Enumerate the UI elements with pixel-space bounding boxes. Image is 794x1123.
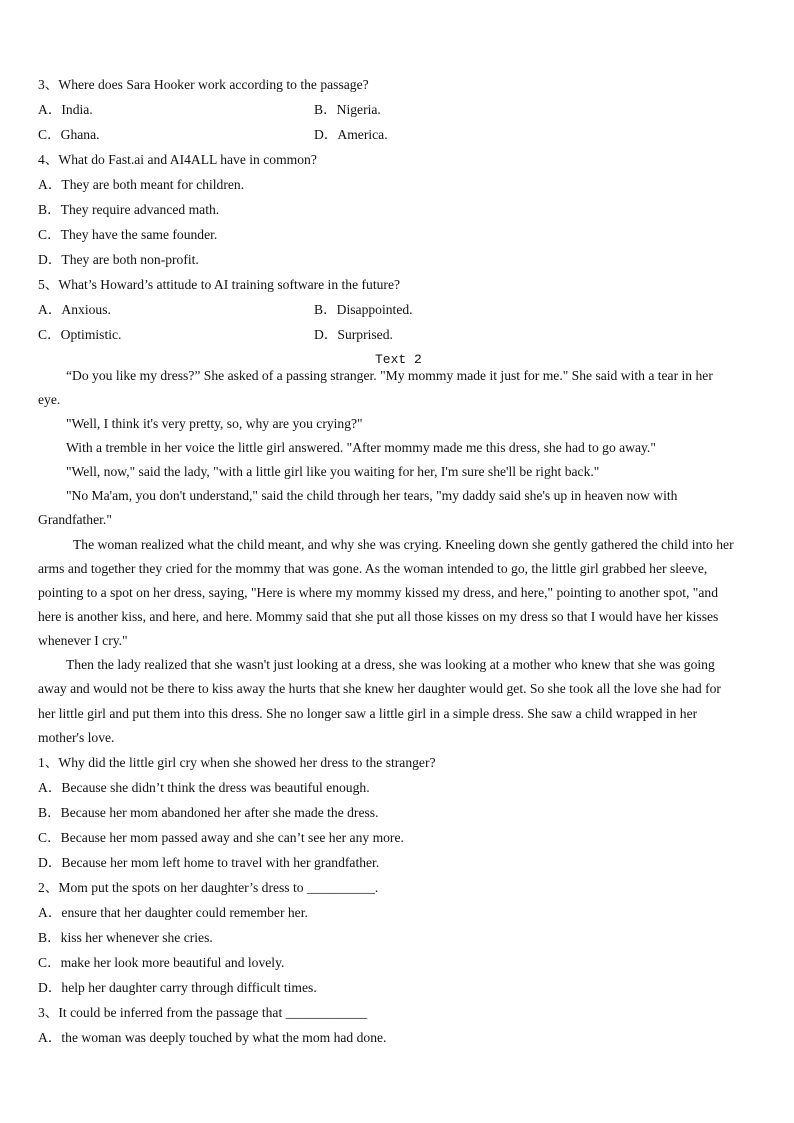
passage-line: “Do you like my dress?” She asked of a passing stranger. "My mommy made it just for me." She said with a tear in her (66, 368, 713, 383)
passage-line: away and would not be there to kiss away the hurts that she knew her daughter would get. So she took all the love she had for (38, 681, 721, 696)
answer-option: A．the woman was deeply touched by what the mom had done. (38, 1030, 387, 1045)
passage-line: "Well, now," said the lady, "with a little girl like you waiting for her, I'm sure she'll be right back." (66, 464, 600, 479)
answer-option: D．help her daughter carry through difficult times. (38, 980, 317, 995)
passage-line: whenever I cry." (38, 633, 128, 648)
answer-option: D．America. (314, 127, 388, 142)
passage-line: mother's love. (38, 730, 115, 745)
passage-line: Then the lady realized that she wasn't just looking at a dress, she was looking at a mother who knew that she was going (66, 657, 715, 672)
question-stem: 2、Mom put the spots on her daughter’s dress to __________. (38, 880, 379, 895)
answer-option: D．They are both non-profit. (38, 252, 199, 267)
question-stem: 3、It could be inferred from the passage that ____________ (38, 1005, 368, 1020)
question-stem: 1、Why did the little girl cry when she showed her dress to the stranger? (38, 755, 436, 770)
passage-line: Grandfather." (38, 512, 112, 527)
passage-line: "Well, I think it's very pretty, so, why are you crying?" (66, 416, 363, 431)
passage-line: eye. (38, 392, 61, 407)
answer-option: C．Because her mom passed away and she can’t see her any more. (38, 830, 404, 845)
answer-option: B．Nigeria. (314, 102, 381, 117)
answer-option: C．They have the same founder. (38, 227, 218, 242)
passage-title: Text 2 (375, 352, 422, 367)
answer-option: C．make her look more beautiful and lovely. (38, 955, 285, 970)
answer-option: B．They require advanced math. (38, 202, 220, 217)
question-stem: 4、What do Fast.ai and AI4ALL have in common? (38, 152, 317, 167)
answer-option: A．India. (38, 102, 93, 117)
answer-option: B．kiss her whenever she cries. (38, 930, 213, 945)
answer-option: B．Because her mom abandoned her after she made the dress. (38, 805, 379, 820)
passage-line: arms and together they cried for the mommy that was gone. As the woman intended to go, the little girl grabbed her sleeve, (38, 561, 708, 576)
answer-option: D．Because her mom left home to travel with her grandfather. (38, 855, 380, 870)
passage-line: her little girl and put them into this dress. She no longer saw a little girl in a simple dress. She saw a child wrapped in her (38, 706, 698, 721)
answer-option: D．Surprised. (314, 327, 393, 342)
answer-option: A．They are both meant for children. (38, 177, 245, 192)
answer-option: A．Because she didn’t think the dress was beautiful enough. (38, 780, 370, 795)
passage-line: "No Ma'am, you don't understand," said the child through her tears, "my daddy said she's up in heaven now with (66, 488, 678, 503)
question-stem: 3、Where does Sara Hooker work according to the passage? (38, 77, 369, 92)
passage-line: pointing to a spot on her dress, saying, "Here is where my mommy kissed my dress, and here," pointing to another spot, "and (38, 585, 718, 600)
answer-option: A．ensure that her daughter could remember her. (38, 905, 308, 920)
answer-option: C．Optimistic. (38, 327, 122, 342)
passage-line: here is another kiss, and here, and here. Mommy said that she put all those kisses on my dress so that I would have her kisses (38, 609, 719, 624)
answer-option: A．Anxious. (38, 302, 111, 317)
answer-option: C．Ghana. (38, 127, 100, 142)
passage-line: The woman realized what the child meant, and why she was crying. Kneeling down she gently gathered the child into her (73, 537, 734, 552)
answer-option: B．Disappointed. (314, 302, 413, 317)
passage-line: With a tremble in her voice the little girl answered. "After mommy made me this dress, she had to go away." (66, 440, 656, 455)
question-stem: 5、What’s Howard’s attitude to AI training software in the future? (38, 277, 401, 292)
